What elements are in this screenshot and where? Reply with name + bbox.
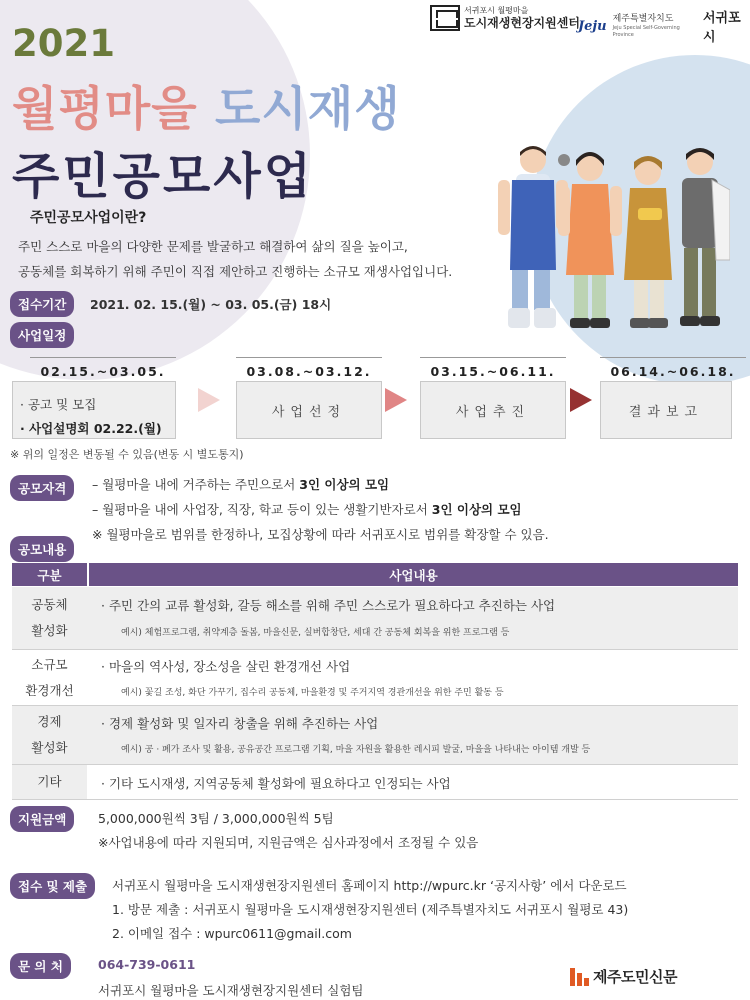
contact-label: 문 의 처 bbox=[10, 953, 71, 979]
center-logo-icon bbox=[430, 5, 460, 31]
center-logo-small: 서귀포시 월평마을 bbox=[464, 6, 529, 15]
qualification-line-3-text: ※ 월평마을로 범위를 한정하나, 모집상황에 따라 서귀포시로 범위를 확장할 수 있음. bbox=[92, 527, 549, 542]
title-year: 2021 bbox=[12, 22, 115, 65]
table-row bbox=[12, 587, 738, 649]
row-category-line2: 활성화 bbox=[31, 623, 68, 638]
row-category bbox=[12, 706, 87, 764]
reception-period-value: 2021. 02. 15.(월) ~ 03. 05.(금) 18시 bbox=[90, 297, 332, 312]
content-header-description: 사업내용 bbox=[87, 563, 738, 586]
row-category bbox=[12, 650, 87, 705]
schedule-period-2: 03.08.~03.12. bbox=[236, 357, 382, 379]
center-logo-name: 도시재생현장지원센터 bbox=[464, 16, 580, 30]
schedule-step-3-box: 사업추진 bbox=[420, 381, 566, 439]
row-category-line1: 소규모 bbox=[31, 656, 68, 672]
schedule-step-2-box: 사업선정 bbox=[236, 381, 382, 439]
support-label: 지원금액 bbox=[10, 806, 74, 832]
jeju-province-english: Jeju Special Self-Governing Province bbox=[612, 24, 680, 38]
qualification-line-1-text: – 월평마을 내에 거주하는 주민으로서 bbox=[92, 477, 300, 492]
submission-line-1: 서귀포시 월평마을 도시재생현장지원센터 홈페이지 http://wpurc.kr ‘공지사항’ 에서 다운로드 bbox=[112, 878, 627, 893]
row-content bbox=[87, 587, 738, 649]
support-value: 5,000,000원씩 3팀 / 3,000,000원씩 5팀 bbox=[98, 811, 334, 826]
residents-illustration bbox=[490, 140, 730, 335]
jeju-logo bbox=[578, 7, 750, 45]
submission-line-3: 2. 이메일 접수 : wpurc0611@gmail.com bbox=[112, 926, 352, 941]
row-example-text: 예시) 공 · 폐가 조사 및 활용, 공유공간 프로그램 기획, 마을 자원을 활용한 레시피 발굴, 마을을 나타내는 아이템 개발 등 bbox=[121, 745, 591, 755]
resident-1-figure bbox=[498, 146, 568, 328]
row-main-text: · 경제 활성화 및 일자리 창출을 위해 추진하는 사업 bbox=[101, 716, 379, 731]
qualification-line-1 bbox=[92, 475, 389, 493]
content-label: 공모내용 bbox=[10, 536, 74, 562]
table-row bbox=[12, 706, 738, 764]
qualification-line-2-bold: 3인 이상의 모임 bbox=[431, 502, 522, 517]
city-name: 서귀포시 bbox=[702, 11, 741, 45]
qualification-line-3 bbox=[92, 525, 549, 543]
content-table-header bbox=[12, 563, 738, 586]
schedule-arrow-3 bbox=[570, 388, 592, 412]
jeju-logo-mark: Jeju bbox=[578, 18, 607, 34]
row-category bbox=[12, 587, 87, 649]
schedule-period-3: 03.15.~06.11. bbox=[420, 357, 566, 379]
intro-question: 주민공모사업이란? bbox=[30, 210, 147, 226]
publisher-logo bbox=[570, 966, 677, 987]
table-row bbox=[12, 650, 738, 705]
submission-line-2: 1. 방문 제출 : 서귀포시 월평마을 도시재생현장지원센터 (제주특별자치도 서귀포시 월평로 43) bbox=[112, 902, 629, 917]
title-urban-regeneration: 도시재생 bbox=[214, 82, 401, 137]
schedule-period-4: 06.14.~06.18. bbox=[600, 357, 746, 379]
row-content bbox=[87, 706, 738, 764]
publisher-name: 제주도민신문 bbox=[593, 968, 677, 986]
publisher-logo-icon bbox=[570, 968, 588, 986]
qualification-line-1-bold: 3인 이상의 모임 bbox=[299, 477, 390, 492]
center-logo bbox=[430, 5, 580, 31]
row-category-line1: 기타 bbox=[37, 774, 62, 789]
reception-period-label: 접수기간 bbox=[10, 291, 74, 317]
support-note: ※사업내용에 따라 지원되며, 지원금액은 심사과정에서 조정될 수 있음 bbox=[98, 835, 479, 850]
qualification-line-2 bbox=[92, 500, 522, 518]
resident-3-figure bbox=[624, 156, 672, 328]
schedule-arrow-2 bbox=[385, 388, 407, 412]
title-village: 월평마을 bbox=[12, 82, 198, 137]
content-header-category: 구분 bbox=[12, 563, 87, 586]
title-main: 주민공모사업 bbox=[12, 148, 315, 205]
qualification-line-2-text: – 월평마을 내에 사업장, 직장, 학교 등이 있는 생활기반자로서 bbox=[92, 502, 432, 517]
title-line2 bbox=[12, 72, 401, 139]
intro-line-2: 공동체를 회복하기 위해 주민이 직접 제안하고 진행하는 소규모 재생사업입니다. bbox=[18, 264, 453, 279]
resident-2-figure bbox=[558, 152, 622, 328]
row-main-text: · 마을의 역사성, 장소성을 살린 환경개선 사업 bbox=[101, 659, 351, 674]
schedule-step-4-box: 결과보고 bbox=[600, 381, 732, 439]
resident-4-figure bbox=[680, 148, 730, 326]
table-row bbox=[12, 765, 738, 799]
intro-line-1: 주민 스스로 마을의 다양한 문제를 발굴하고 해결하여 삶의 질을 높이고, bbox=[18, 239, 408, 254]
row-category-line1: 경제 bbox=[37, 714, 62, 729]
row-divider bbox=[12, 799, 738, 800]
row-main-text: · 주민 간의 교류 활성화, 갈등 해소를 위해 주민 스스로가 필요하다고 추진하는 사업 bbox=[101, 598, 556, 613]
row-category-line2: 활성화 bbox=[31, 740, 68, 755]
row-category bbox=[12, 765, 87, 799]
contact-phone: 064-739-0611 bbox=[98, 957, 196, 972]
intro-paragraph bbox=[18, 234, 452, 284]
row-category-line2: 환경개선 bbox=[25, 682, 74, 698]
row-main-text: · 기타 도시재생, 지역공동체 활성화에 필요하다고 인정되는 사업 bbox=[101, 776, 451, 791]
row-example-text: 예시) 꽃길 조성, 화단 가꾸기, 집수리 공동체, 마을환경 및 주거지역 경관개선을 위한 주민 활동 등 bbox=[121, 688, 504, 698]
schedule-step-1-line1: · 공고 및 모집 bbox=[20, 397, 97, 412]
schedule-period-1: 02.15.~03.05. bbox=[30, 357, 176, 379]
qualification-label: 공모자격 bbox=[10, 475, 74, 501]
row-category-line1: 공동체 bbox=[31, 597, 68, 612]
contact-organization: 서귀포시 월평마을 도시재생현장지원센터 실험팀 bbox=[98, 983, 364, 998]
schedule-note: ※ 위의 일정은 변동될 수 있음(변동 시 별도통지) bbox=[10, 448, 244, 461]
submission-label: 접수 및 제출 bbox=[10, 873, 95, 899]
row-content bbox=[87, 650, 738, 705]
row-content bbox=[87, 765, 738, 799]
schedule-label: 사업일정 bbox=[10, 322, 74, 348]
schedule-step-1-line2: · 사업설명회 02.22.(월) bbox=[20, 421, 162, 436]
row-example-text: 예시) 체험프로그램, 취약계층 돌봄, 마을신문, 실버합창단, 세대 간 공동체 회복을 위한 프로그램 등 bbox=[121, 628, 510, 638]
jeju-province-name: 제주특별자치도 bbox=[612, 13, 674, 24]
schedule-arrow-1 bbox=[198, 388, 220, 412]
